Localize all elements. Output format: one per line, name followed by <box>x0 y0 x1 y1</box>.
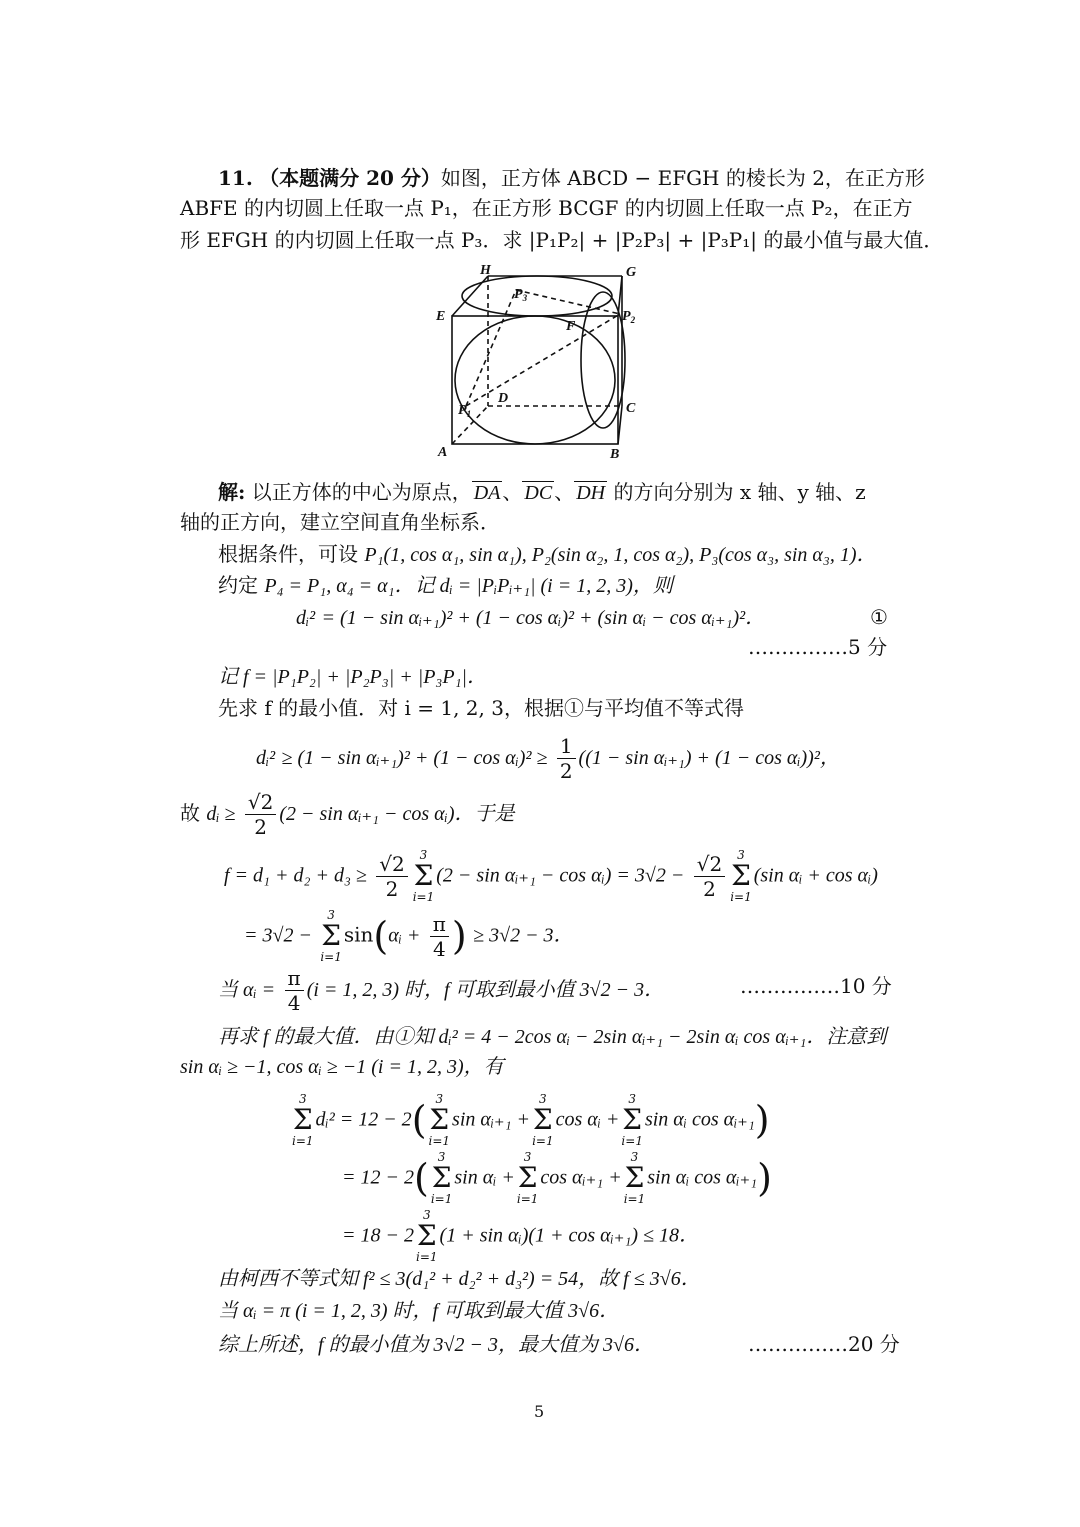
solution-line-3: 根据条件，可设 P₁(1, cos α₁, sin α₁), P₂(sin α₂, 1, cos α₂), P₃(cos α₃, sin α₃, 1)． <box>218 542 877 566</box>
solution-line-19: 当 αᵢ = π (i = 1, 2, 3) 时，f 可取到最大值 3√6． <box>218 1300 620 1322</box>
solution-head: 解: <box>218 480 246 504</box>
problem-text-1: 如图，正方体 ABCD − EFGH 的棱长为 2，在正方形 <box>440 166 925 190</box>
solution-line-2: 轴的正方向，建立空间直角坐标系． <box>180 510 500 534</box>
problem-line-1 <box>218 164 925 192</box>
problem-line-3: 形 EFGH 的内切圆上任取一点 P₃．求 |P₁P₂| + |P₂P₃| + |P₃P₁| 的最小值与最大值． <box>180 228 944 252</box>
equation-6: = 12 − 2( 3 Σ i=1 sin αᵢ + 3 Σ i=1 cos αᵢ₊₁ + 3 Σ i=1 sin αᵢ cos αᵢ₊₁) <box>342 1150 772 1206</box>
label-E: E <box>436 309 446 324</box>
equation-7: = 18 − 2 3 Σ i=1 (1 + sin αᵢ)(1 + cos αᵢ₊₁) ≤ 18． <box>342 1208 699 1264</box>
problem-number: 11. <box>218 166 253 190</box>
circle-EFGH <box>462 276 612 316</box>
problem-line-2: ABFE 的内切圆上任取一点 P₁，在正方形 BCGF 的内切圆上任取一点 P₂，在正方 <box>180 196 913 220</box>
solution-line-9: 故 dᵢ ≥ $\frac{√2}{2}$ (2 − sin αᵢ₊₁ − cos αᵢ)．于是 <box>180 790 515 839</box>
solution-line-18: 由柯西不等式知 f² ≤ 3(d₁² + d₂² + d₃²) = 54，故 f ≤ 3√6． <box>218 1268 701 1290</box>
solution-line-6: 记 f = |P₁P₂| + |P₂P₃| + |P₃P₁|． <box>218 666 488 688</box>
label-G: G <box>626 265 637 280</box>
label-P2: $P_2$ <box>622 309 636 325</box>
problem-points: （本题满分 20 分） <box>259 166 441 190</box>
score-5: ……………5 分 <box>748 635 888 659</box>
fraction-half: $\frac{1}{2}$ <box>557 734 576 783</box>
label-D: D <box>498 391 509 406</box>
label-H: H <box>480 263 491 278</box>
vector-DA: DA <box>473 482 501 504</box>
page-number: 5 <box>534 1402 545 1421</box>
solution-line-20: 综上所述，f 的最小值为 3√2 − 3，最大值为 3√6． <box>218 1334 655 1356</box>
equation-4: = 3√2 − 3 Σ i=1 sin(αᵢ + $\frac{\pi}{4}$ ) ≥ 3√2 − 3． <box>244 908 574 964</box>
equation-3: f = d₁ + d₂ + d₃ ≥ $\frac{√2}{2}$ 3 Σ i=1 (2 − sin αᵢ₊₁ − cos αᵢ) = 3√2 − $\frac{√2}{2}$ 3 Σ i=1 (sin αᵢ + cos αᵢ) <box>224 848 878 904</box>
fraction-sqrt2-2: $\frac{√2}{2}$ <box>245 790 276 839</box>
label-C: C <box>626 401 636 416</box>
circle-ABFE <box>455 316 615 444</box>
label-B: B <box>610 447 620 462</box>
equation-2: dᵢ² ≥ (1 − sin αᵢ₊₁)² + (1 − cos αᵢ)² ≥ $\frac{1}{2}$ ((1 − sin αᵢ₊₁) + (1 − cos αᵢ))²， <box>256 734 840 783</box>
sum-symbol: 3 Σ i=1 <box>412 848 435 904</box>
label-P1: $P_1$ <box>458 403 472 419</box>
label-A: A <box>438 445 448 460</box>
solution-line-4: 约定 P₄ = P₁, α₄ = α₁．记 dᵢ = |PᵢPᵢ₊₁| (i = 1, 2, 3)，则 <box>218 573 673 597</box>
score-10: ……………10 分 <box>740 974 892 998</box>
solution-line-13: 再求 f 的最大值．由①知 dᵢ² = 4 − 2cos αᵢ − 2sin αᵢ₊₁ − 2sin αᵢ cos αᵢ₊₁．注意到 <box>218 1026 887 1048</box>
equation-5: 3 Σ i=1 dᵢ² = 12 − 2( 3 Σ i=1 sin αᵢ₊₁ + 3 Σ i=1 cos αᵢ + 3 Σ i=1 sin αᵢ cos αᵢ₊₁) <box>292 1092 770 1148</box>
solution-line-1: 解: 以正方体的中心为原点， DA 、 DC 、 DH 的方向分别为 x 轴、y 轴、z <box>218 480 866 504</box>
equation-1: dᵢ² = (1 − sin αᵢ₊₁)² + (1 − cos αᵢ)² + (sin αᵢ − cos αᵢ₊₁)²． <box>296 607 766 629</box>
score-20: ……………20 分 <box>748 1332 900 1356</box>
solution-line-7: 先求 f 的最小值．对 i = 1, 2, 3，根据①与平均值不等式得 <box>218 696 744 720</box>
seg-P3P2 <box>516 290 620 314</box>
cube-figure <box>428 262 650 462</box>
solution-line-12: 当 αᵢ = $\frac{\pi}{4}$ (i = 1, 2, 3) 时，f 可取到最小值 3√2 − 3． <box>218 966 665 1015</box>
equation-1-tag: ① <box>870 605 888 629</box>
label-F: F <box>566 319 576 334</box>
vector-DH: DH <box>576 482 606 504</box>
label-P3: $P_3$ <box>514 287 528 303</box>
solution-line-14: sin αᵢ ≥ −1, cos αᵢ ≥ −1 (i = 1, 2, 3)，有 <box>180 1056 504 1078</box>
vector-DC: DC <box>524 482 553 504</box>
